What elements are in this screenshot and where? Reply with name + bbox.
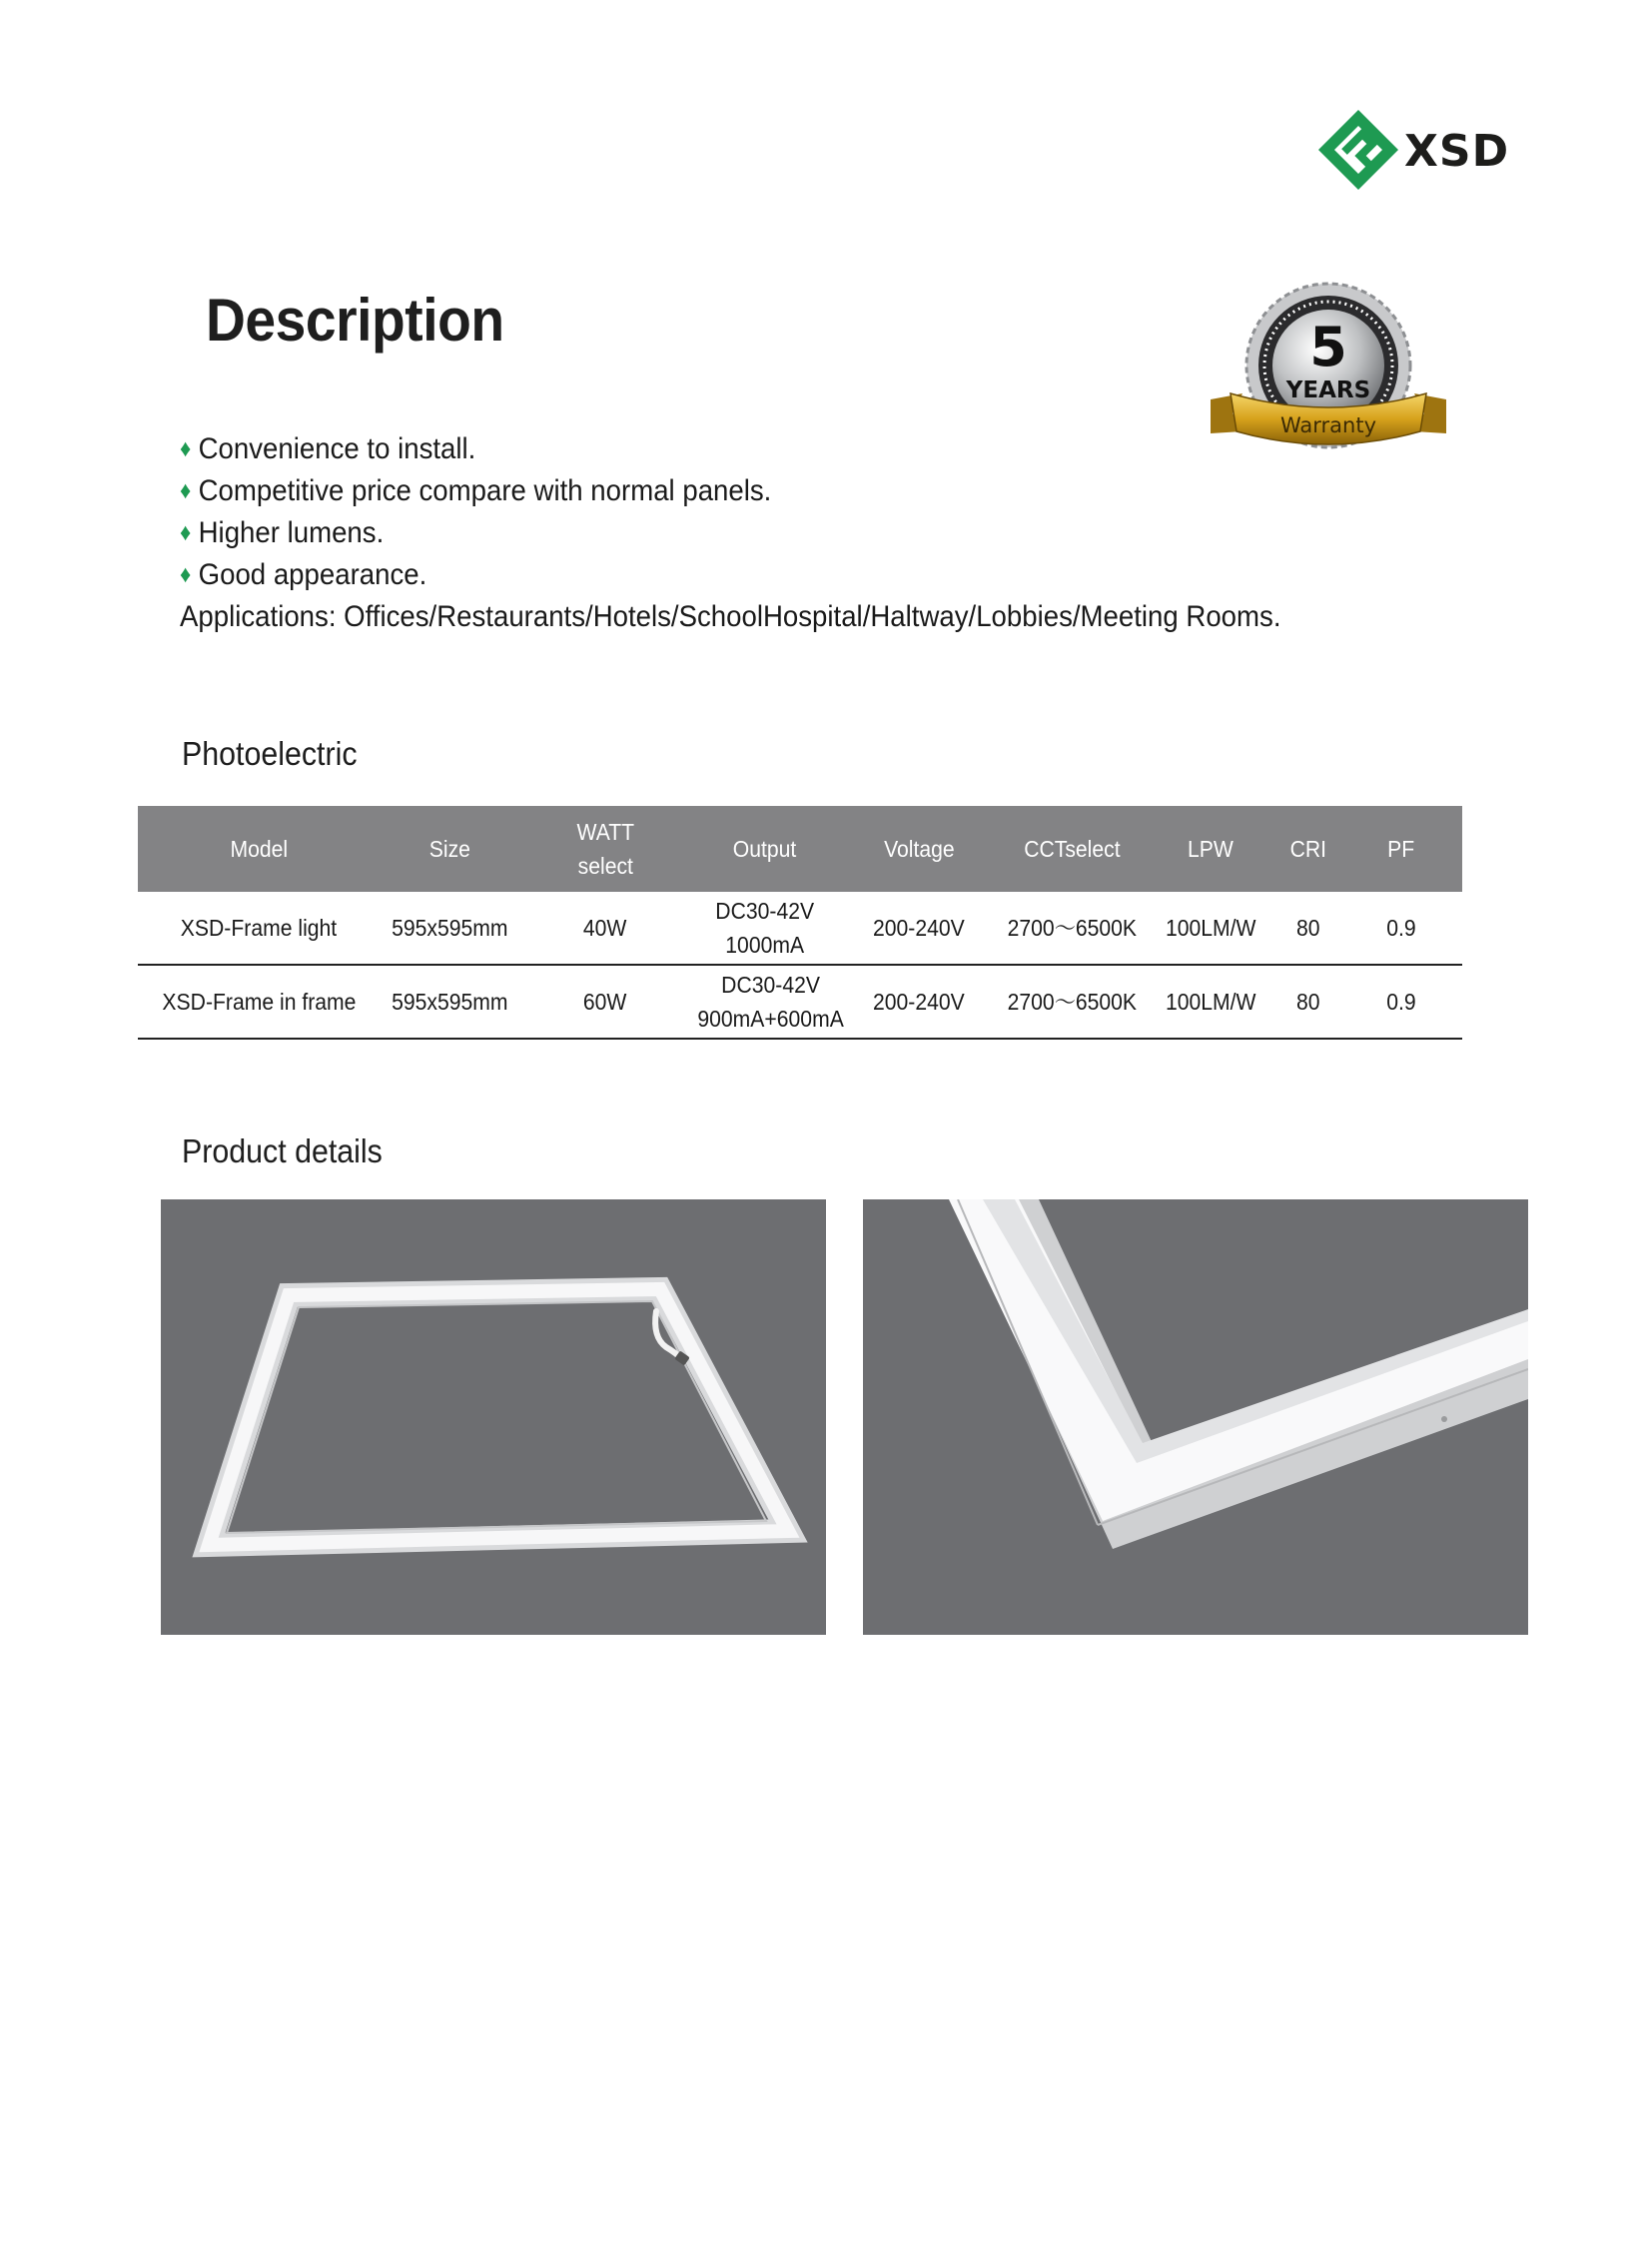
badge-label: Warranty <box>1279 413 1377 437</box>
table-row <box>138 965 1462 1039</box>
feature-list <box>180 429 1376 637</box>
cell-output: DC30-42V 900mA+600mA <box>691 965 839 1039</box>
cell-size: 595x595mm <box>380 965 519 1039</box>
diamond-bullet-icon: ♦ <box>180 519 192 546</box>
list-item <box>180 429 1280 471</box>
feature-text: Convenience to install. <box>198 432 476 465</box>
cell-cct: 2700～6500K <box>999 965 1145 1039</box>
cell-voltage: 200-240V <box>839 892 999 965</box>
diamond-bullet-icon: ♦ <box>180 561 192 588</box>
brand-logo <box>1316 108 1516 192</box>
badge-years: YEARS <box>1285 377 1371 403</box>
list-item <box>180 513 1280 555</box>
cell-watt: 60W <box>519 965 691 1039</box>
header-model: Model <box>138 806 380 892</box>
cell-pf: 0.9 <box>1340 892 1462 965</box>
cell-model: XSD-Frame in frame <box>138 965 380 1039</box>
header-cri: CRI <box>1276 806 1340 892</box>
product-photo-frame <box>161 1199 826 1635</box>
feature-text: Higher lumens. <box>198 516 385 549</box>
header-cct: CCTselect <box>999 806 1145 892</box>
header-size: Size <box>380 806 519 892</box>
photoelectric-heading: Photoelectric <box>182 735 358 772</box>
list-item <box>180 471 1280 513</box>
feature-text: Competitive price compare with normal panels. <box>198 474 772 507</box>
header-watt: WATT select <box>519 806 691 892</box>
cell-watt: 40W <box>519 892 691 965</box>
header-lpw: LPW <box>1145 806 1276 892</box>
cell-cri: 80 <box>1276 965 1340 1039</box>
diamond-bullet-icon: ♦ <box>180 477 192 504</box>
cell-pf: 0.9 <box>1340 965 1462 1039</box>
cell-cri: 80 <box>1276 892 1340 965</box>
cell-model: XSD-Frame light <box>138 892 380 965</box>
cell-lpw: 100LM/W <box>1145 965 1276 1039</box>
xsd-logo-icon <box>1316 108 1400 192</box>
cell-voltage: 200-240V <box>839 965 999 1039</box>
list-item <box>180 555 1280 597</box>
brand-name: XSD <box>1404 126 1510 177</box>
product-photo-corner <box>863 1199 1528 1635</box>
page-title: Description <box>206 287 504 354</box>
frame-corner-image <box>863 1199 1528 1635</box>
product-details-heading: Product details <box>182 1132 383 1169</box>
spec-table <box>138 806 1462 1040</box>
cell-output: DC30-42V 1000mA <box>691 892 839 965</box>
header-voltage: Voltage <box>839 806 999 892</box>
cell-lpw: 100LM/W <box>1145 892 1276 965</box>
badge-number: 5 <box>1309 316 1347 378</box>
applications-text: Applications: Offices/Restaurants/Hotels/SchoolHospital/Haltway/Lobbies/Meeting Rooms. <box>180 600 1281 633</box>
cell-cct: 2700～6500K <box>999 892 1145 965</box>
header-pf: PF <box>1340 806 1462 892</box>
cell-size: 595x595mm <box>380 892 519 965</box>
header-output: Output <box>691 806 839 892</box>
feature-text: Good appearance. <box>198 558 427 591</box>
table-row <box>138 892 1462 965</box>
diamond-bullet-icon: ♦ <box>180 435 192 462</box>
frame-panel-image <box>161 1199 826 1635</box>
table-header-row <box>138 806 1462 892</box>
